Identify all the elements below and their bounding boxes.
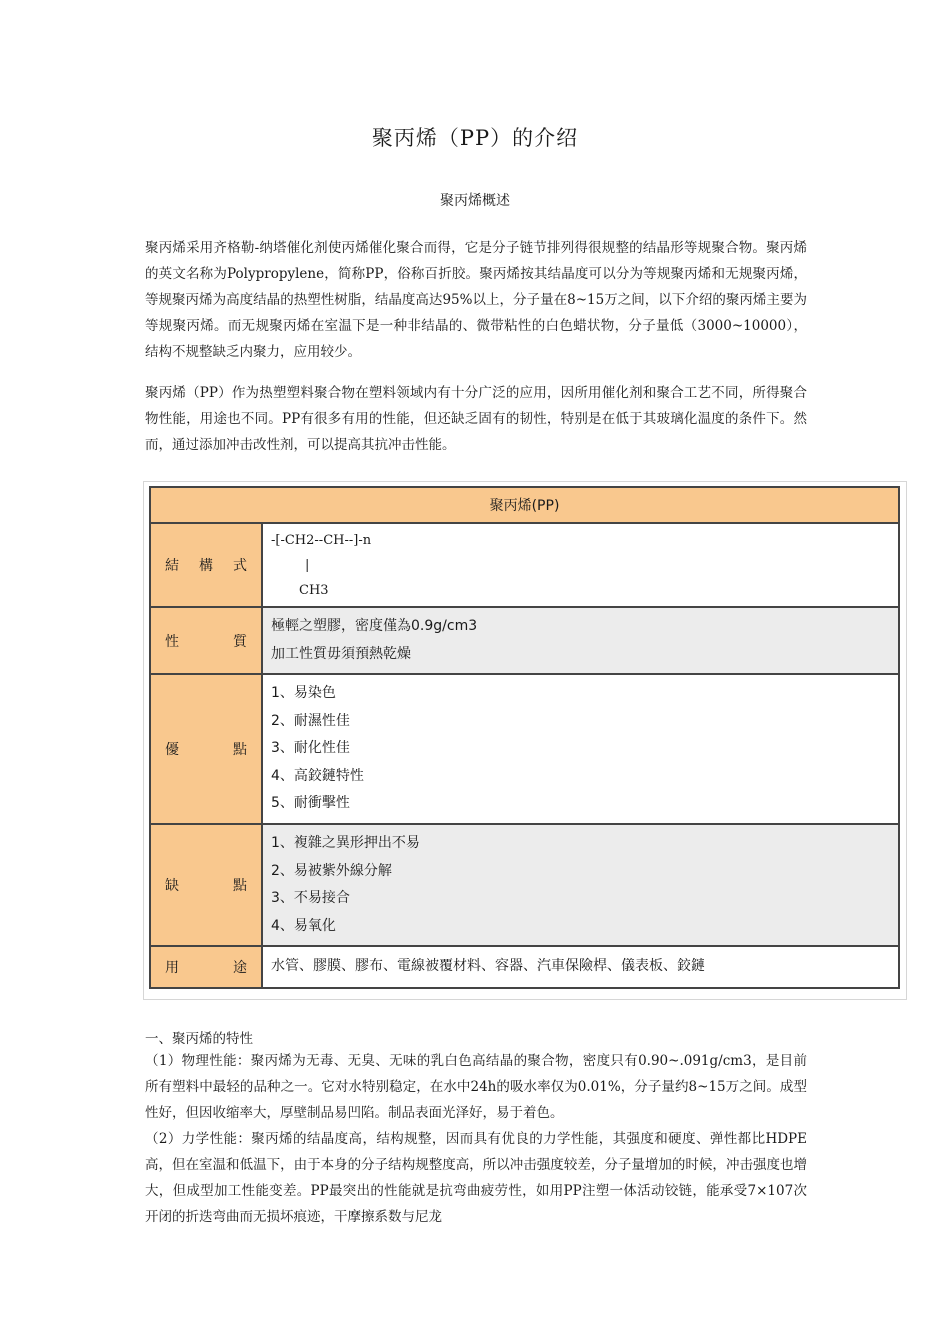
uses-line: 水管、膠膜、膠布、電線被覆材料、容器、汽車保險桿、儀表板、鉸鏈 <box>271 958 705 975</box>
label-char: 點 <box>233 878 247 894</box>
row-label-structure <box>150 523 262 607</box>
table-row-properties <box>150 607 899 674</box>
advantage-item: 5、耐衝擊性 <box>271 795 350 812</box>
row-label-properties <box>150 607 262 674</box>
property-line: 加工性質毋須預熱乾燥 <box>271 645 411 662</box>
label-char: 優 <box>165 742 179 758</box>
advantage-item: 3、耐化性佳 <box>271 740 350 757</box>
advantage-item: 2、耐濕性佳 <box>271 712 350 729</box>
table-row-structure <box>150 523 899 607</box>
formula-bond: | <box>305 557 310 573</box>
advantage-item: 4、高鉸鏈特性 <box>271 767 364 784</box>
advantages-cell <box>262 674 899 824</box>
label-char: 質 <box>233 633 247 650</box>
formula-line: -[-CH2--CH--]-n <box>271 532 372 548</box>
row-label-disadvantages <box>150 824 262 946</box>
label-char: 途 <box>233 960 247 976</box>
label-char: 式 <box>233 558 247 574</box>
label-char: 構 <box>199 558 213 574</box>
advantage-item: 1、易染色 <box>271 685 336 702</box>
table-row-advantages <box>150 674 899 824</box>
label-char: 結 <box>165 558 179 574</box>
row-label-advantages <box>150 674 262 824</box>
label-char: 點 <box>233 742 247 758</box>
row-label-uses <box>150 946 262 988</box>
document-title: 聚丙烯（PP）的介绍 <box>371 126 579 150</box>
label-char: 缺 <box>165 878 179 894</box>
mechanical-properties-paragraph: （2）力学性能：聚丙烯的结晶度高，结构规整，因而具有优良的力学性能，其强度和硬度、弹性都比HDPE高，但在室温和低温下，由于本身的分子结构规整度高，所以冲击强度较差，分子量增加的时候，冲击强度也增大，但成型加工性能变差。PP最突出的性能就是抗弯曲疲劳性，如用PP注塑一体活动铰链，能承受7×107次开闭的折迭弯曲而无损坏痕迹，干摩擦系数与尼龙 <box>145 1131 807 1225</box>
disadvantage-item: 2、易被紫外線分解 <box>271 862 392 879</box>
table-header: 聚丙烯(PP) <box>150 487 899 523</box>
disadvantages-cell <box>262 824 899 946</box>
structure-formula <box>262 523 899 607</box>
physical-properties-paragraph: （1）物理性能：聚丙烯为无毒、无臭、无味的乳白色高结晶的聚合物，密度只有0.90~.091g/cm3，是目前所有塑料中最轻的品种之一。它对水特别稳定，在水中24h的吸水率仅为0.01%，分子量约8~15万之间。成型性好，但因收缩率大，厚壁制品易凹陷。制品表面光泽好，易于着色。 <box>145 1053 807 1121</box>
label-char: 性 <box>165 633 179 650</box>
section-subtitle: 聚丙烯概述 <box>440 193 510 209</box>
table-row-uses <box>150 946 899 988</box>
disadvantage-item: 4、易氧化 <box>271 917 336 934</box>
section-heading: 一、聚丙烯的特性 <box>145 1031 253 1047</box>
characteristics-body <box>145 1048 807 1230</box>
label-char: 用 <box>165 960 179 976</box>
overview-paragraph-1: 聚丙烯采用齐格勒-纳塔催化剂使丙烯催化聚合而得，它是分子链节排列得很规整的结晶形等规聚合物。聚丙烯的英文名称为Polypropylene，简称PP，俗称百折胶。聚丙烯按其结晶度可以分为等规聚丙烯和无规聚丙烯，等规聚丙烯为高度结晶的热塑性树脂，结晶度高达95%以上，分子量在8~15万之间，以下介绍的聚丙烯主要为等规聚丙烯。而无规聚丙烯在室温下是一种非结晶的、微带粘性的白色蜡状物，分子量低（3000~10000），结构不规整缺乏内聚力，应用较少。 <box>145 240 807 360</box>
disadvantage-item: 1、複雜之異形押出不易 <box>271 835 420 851</box>
pp-table-frame <box>143 481 907 1000</box>
overview-paragraph-2: 聚丙烯（PP）作为热塑塑料聚合物在塑料领域内有十分广泛的应用，因所用催化剂和聚合工艺不同，所得聚合物性能，用途也不同。PP有很多有用的性能，但还缺乏固有的韧性，特别是在低于其玻璃化温度的条件下。然而，通过添加冲击改性剂，可以提高其抗冲击性能。 <box>145 385 807 453</box>
uses-cell <box>262 946 899 988</box>
pp-properties-table <box>149 486 900 989</box>
formula-group: CH3 <box>299 582 329 598</box>
disadvantage-item: 3、不易接合 <box>271 890 350 906</box>
properties-cell <box>262 607 899 674</box>
property-line: 極輕之塑膠，密度僅為0.9g/cm3 <box>271 618 478 634</box>
table-row-disadvantages <box>150 824 899 946</box>
